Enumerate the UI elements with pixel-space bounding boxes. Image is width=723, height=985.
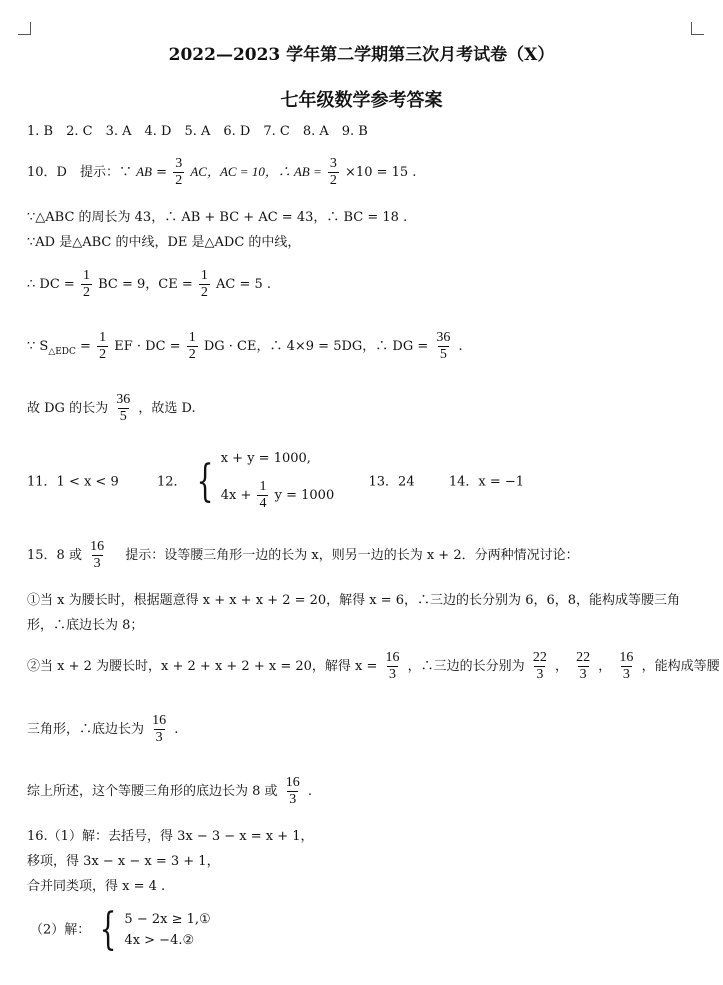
equation-system: { x + y = 1000, 4x + $\frac{1}{4}$ y = 1000 — [196, 451, 335, 511]
crop-mark-top-left — [18, 22, 31, 35]
inequality-system: { 5 − 2x ≥ 1,① 4x > −4.② — [100, 904, 211, 955]
fraction: $\frac{36}{5}$ — [116, 392, 131, 424]
fraction: $\frac{22}{3}$ — [576, 650, 591, 682]
q15-line-1: 15．8 或 $\frac{16}{3}$ 提示：设等腰三角形一边的长为 x，则另一边的长为 x + 2．分两种情况讨论： — [27, 539, 579, 571]
fraction: $\frac{16}{3}$ — [619, 650, 634, 682]
fraction: $\frac{1}{2}$ — [200, 268, 208, 300]
fraction: $\frac{22}{3}$ — [532, 650, 547, 682]
q15-case1-line-1: ①当 x 为腰长时，根据题意得 x + x + x + 2 = 20，解得 x = 6，∴三边的长分别为 6，6，8，能构成等腰三角 — [27, 593, 681, 608]
fraction: $\frac{1}{2}$ — [188, 330, 196, 362]
exam-title: 2022—2023 学年第二学期第三次月考试卷（X） — [168, 45, 555, 65]
fraction: $\frac{1}{2}$ — [82, 268, 90, 300]
q16-part-2: （2）解： { 5 − 2x ≥ 1,① 4x > −4.② — [30, 904, 211, 955]
fraction: $\frac{1}{2}$ — [99, 330, 107, 362]
crop-mark-top-right — [691, 22, 704, 35]
q16-line-2: 移项，得 3x − x − x = 3 + 1， — [27, 854, 220, 869]
q10-line-5: ∵ $S_{\triangle EDC}$ = $\frac{1}{2}$ EF · DC = $\frac{1}{2}$ DG · CE，∴ 4×9 = 5DG，∴ DG = $\frac{36}{5}$ . — [27, 330, 463, 362]
q15-case2-line-1: ②当 x + 2 为腰长时，x + 2 + x + 2 + x = 20，解得 x = $\frac{16}{3}$ ，∴三边的长分别为 $\frac{22}{3}$ ， $\frac{22}{3}$ ， $\frac{16}{3}$ ，能构成等腰 — [27, 650, 720, 682]
answer-subtitle: 七年级数学参考答案 — [280, 90, 443, 111]
q15-case2-line-2: 三角形，∴底边长为 $\frac{16}{3}$ . — [27, 713, 179, 745]
fraction: $\frac{1}{4}$ — [259, 479, 267, 511]
fraction: $\frac{36}{5}$ — [436, 330, 451, 362]
q10-line-2: ∵△ABC 的周长为 43，∴ AB + BC + AC = 43，∴ BC = 18 . — [27, 210, 408, 225]
q16-line-1: 16.（1）解：去括号，得 3x − 3 − x = x + 1， — [27, 829, 314, 844]
q10-line-3: ∵AD 是△ABC 的中线，DE 是△ADC 的中线， — [27, 235, 301, 250]
q10-line-4: ∴ DC = $\frac{1}{2}$ BC = 9，CE = $\frac{1}{2}$ AC = 5 . — [27, 268, 272, 300]
q15-case1-line-2: 形，∴底边长为 8； — [27, 618, 144, 633]
q16-line-3: 合并同类项，得 x = 4 . — [27, 879, 166, 894]
q10-line-1: 10．D 提示：∵ AB = $\frac{3}{2}$ AC，AC = 10，∴ AB = $\frac{3}{2}$ ×10 = 15 . — [27, 156, 417, 188]
fraction: $\frac{16}{3}$ — [90, 539, 105, 571]
answers-1-9: 1. B 2. C 3. A 4. D 5. A 6. D 7. C 8. A 9. B — [27, 124, 368, 139]
fraction: $\frac{3}{2}$ — [175, 156, 183, 188]
fraction: $\frac{16}{3}$ — [152, 713, 167, 745]
fraction: $\frac{16}{3}$ — [285, 775, 300, 807]
answers-11-14: 11．1 < x < 9 12． { x + y = 1000, 4x + $\frac{1}{4}$ y = 1000 13．24 14．x = −1 — [27, 451, 525, 511]
q15-summary: 综上所述，这个等腰三角形的底边长为 8 或 $\frac{16}{3}$ . — [27, 775, 312, 807]
fraction: $\frac{3}{2}$ — [329, 156, 337, 188]
q10-line-6: 故 DG 的长为 $\frac{36}{5}$ ，故选 D. — [27, 392, 196, 424]
fraction: $\frac{16}{3}$ — [385, 650, 400, 682]
